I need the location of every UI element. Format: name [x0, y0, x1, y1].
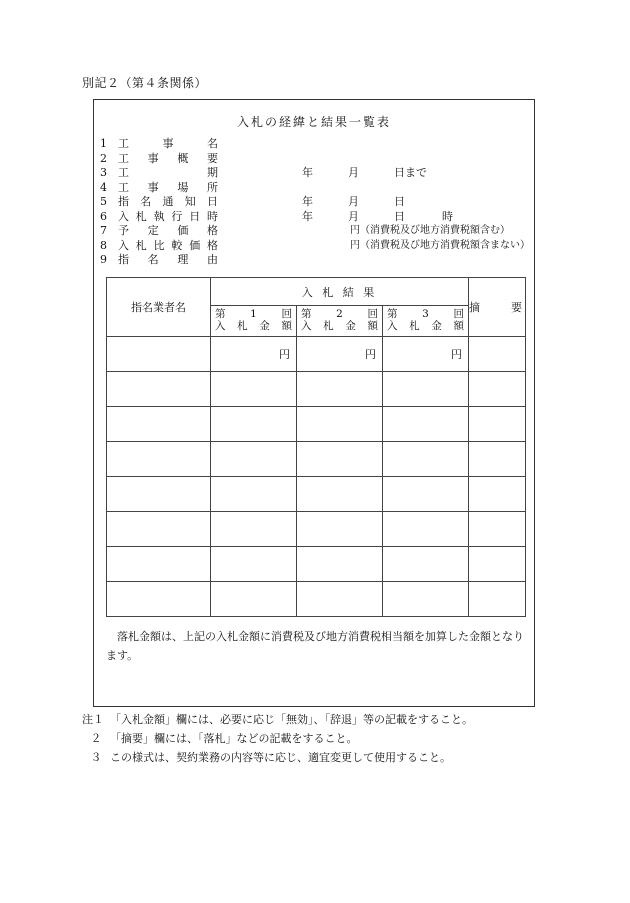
remarks-cell[interactable] — [469, 477, 526, 512]
form-heading: 別記２（第４条関係） — [82, 76, 208, 90]
item-row — [100, 181, 530, 196]
header-bid-results — [211, 278, 469, 306]
footnote-mark: ３ — [90, 751, 102, 764]
item-value: 時 — [442, 209, 453, 223]
bid-amount-cell[interactable] — [211, 547, 297, 582]
item-value: 月 — [348, 209, 359, 223]
bid-results-table — [106, 277, 526, 617]
bidder-name-cell[interactable] — [107, 547, 211, 582]
bid-amount-cell[interactable] — [297, 512, 383, 547]
bidder-name-cell[interactable] — [107, 477, 211, 512]
remarks-cell[interactable] — [469, 372, 526, 407]
bid-amount-cell[interactable] — [383, 407, 469, 442]
item-label: 工 事 概 要 — [118, 151, 218, 165]
header-bidder-name: 指名業者名 — [107, 278, 211, 337]
bid-amount-cell[interactable] — [211, 477, 297, 512]
footnote-text: 「入札金額」欄には、必要に応じ「無効」、「辞退」等の記載をすること。 — [110, 713, 473, 726]
item-value: 年 — [302, 209, 313, 223]
document-title: 入札の経緯と結果一覧表 — [236, 115, 391, 129]
bid-amount-cell[interactable] — [297, 442, 383, 477]
header-round-2: 第 2 回 入 札 金 額 — [297, 306, 383, 337]
item-row — [100, 166, 530, 181]
item-number: 3 — [100, 166, 107, 179]
item-row — [100, 137, 530, 152]
header-bid-results-label: 入 札 結 果 — [301, 285, 378, 299]
item-number: 9 — [100, 253, 107, 266]
bid-amount-cell[interactable] — [297, 582, 383, 617]
note-text: 落札金額は、上記の入札金額に消費税及び地方消費税相当額を加算した金額となります。 — [106, 630, 524, 662]
item-label: 工 事 場 所 — [118, 180, 218, 194]
footnote-text: この様式は、契約業務の内容等に応じ、適宜変更して使用すること。 — [110, 751, 451, 764]
bidder-name-cell[interactable] — [107, 337, 211, 372]
item-list — [100, 137, 530, 268]
bid-amount-cell[interactable] — [383, 512, 469, 547]
item-value: 日 — [394, 209, 405, 223]
footnote-text: 「摘要」欄には、「落札」などの記載をすること。 — [110, 732, 358, 745]
remarks-cell[interactable] — [469, 407, 526, 442]
item-label: 工 事 名 — [118, 137, 218, 150]
bid-amount-cell[interactable]: 円 — [297, 337, 383, 372]
item-number: 5 — [100, 195, 107, 208]
item-number: 7 — [100, 224, 107, 237]
table-row — [107, 547, 526, 582]
item-number: 8 — [100, 238, 107, 252]
item-row — [100, 239, 530, 254]
bid-amount-cell[interactable] — [211, 372, 297, 407]
bid-amount-cell[interactable] — [383, 547, 469, 582]
table-row — [107, 442, 526, 477]
bidder-name-cell[interactable] — [107, 407, 211, 442]
item-number: 4 — [100, 180, 107, 194]
bidder-name-cell[interactable] — [107, 372, 211, 407]
item-number: 6 — [100, 209, 107, 223]
footnote-mark: ２ — [90, 732, 102, 745]
bid-amount-cell[interactable] — [211, 512, 297, 547]
bid-amount-cell[interactable] — [297, 407, 383, 442]
header-remarks — [469, 278, 526, 337]
bid-amount-cell[interactable] — [211, 442, 297, 477]
footnote-mark: 注１ — [82, 713, 104, 726]
footnote — [82, 748, 473, 767]
item-row — [100, 152, 530, 167]
table-row — [107, 477, 526, 512]
bid-amount-cell[interactable] — [211, 582, 297, 617]
item-label: 指 名 通 知 日 — [118, 195, 218, 208]
item-label: 指 名 理 由 — [118, 253, 218, 266]
item-value: 円（消費税及び地方消費税額含まない） — [350, 239, 530, 251]
item-value: 月 — [348, 195, 359, 208]
header-remarks-label: 摘 要 — [469, 301, 525, 314]
item-row — [100, 224, 530, 239]
bid-amount-cell[interactable] — [297, 372, 383, 407]
footnote — [82, 729, 473, 748]
remarks-cell[interactable] — [469, 547, 526, 582]
bid-amount-cell[interactable] — [383, 582, 469, 617]
item-value: 月 — [348, 166, 359, 179]
bid-amount-cell[interactable]: 円 — [383, 337, 469, 372]
table-row — [107, 372, 526, 407]
item-value: 年 — [302, 166, 313, 179]
item-row — [100, 210, 530, 225]
item-value: 日 — [394, 195, 405, 208]
remarks-cell[interactable] — [469, 582, 526, 617]
table-row — [107, 512, 526, 547]
bid-amount-cell[interactable] — [383, 442, 469, 477]
form-frame — [93, 99, 535, 707]
item-value: 年 — [302, 195, 313, 208]
bid-amount-cell[interactable] — [297, 547, 383, 582]
bidder-name-cell[interactable] — [107, 582, 211, 617]
bidder-name-cell[interactable] — [107, 442, 211, 477]
item-label: 工 期 — [118, 166, 218, 179]
item-label: 入 札 比 較 価 格 — [118, 238, 218, 252]
footnotes — [82, 710, 473, 767]
table-row — [107, 582, 526, 617]
item-value: 日まで — [394, 166, 427, 179]
table-row — [107, 337, 526, 372]
bid-amount-cell[interactable] — [297, 477, 383, 512]
bid-amount-cell[interactable] — [383, 477, 469, 512]
footnote — [82, 710, 473, 729]
item-row — [100, 253, 530, 268]
item-number: 1 — [100, 137, 107, 150]
item-label: 予 定 価 格 — [118, 224, 218, 237]
bid-amount-cell[interactable] — [211, 407, 297, 442]
item-value: 円（消費税及び地方消費税額含む） — [350, 225, 510, 236]
bid-amount-cell[interactable]: 円 — [211, 337, 297, 372]
bidder-name-cell[interactable] — [107, 512, 211, 547]
item-number: 2 — [100, 151, 107, 165]
table-row — [107, 407, 526, 442]
header-round-1: 第 1 回 入 札 金 額 — [211, 306, 297, 337]
remarks-cell[interactable] — [469, 442, 526, 477]
bid-amount-cell[interactable] — [383, 372, 469, 407]
remarks-cell[interactable] — [469, 512, 526, 547]
item-row — [100, 195, 530, 210]
header-round-3: 第 3 回 入 札 金 額 — [383, 306, 469, 337]
item-label: 入 札 執 行 日 時 — [118, 209, 218, 223]
remarks-cell[interactable] — [469, 337, 526, 372]
